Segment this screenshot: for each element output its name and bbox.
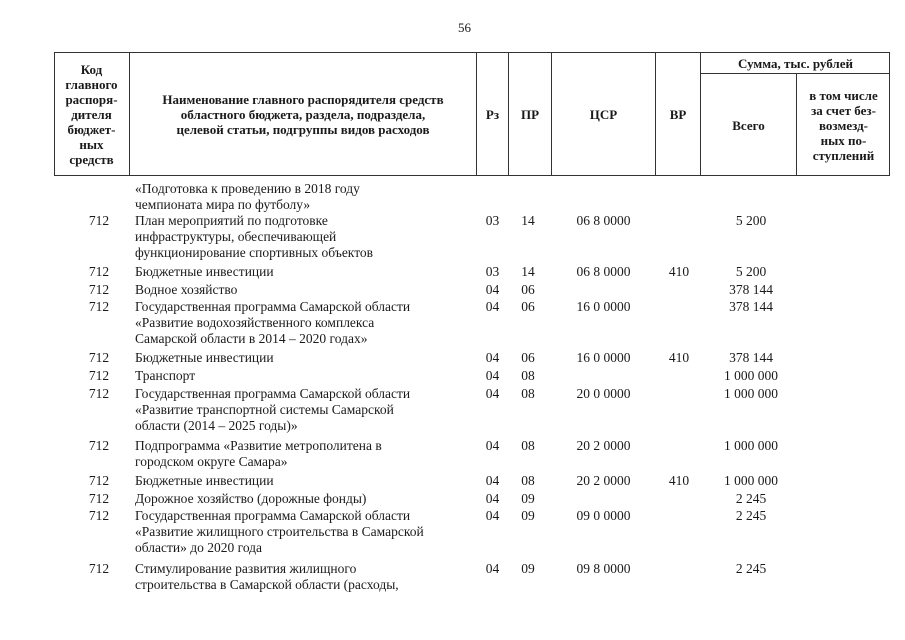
row-pr: 08 <box>521 473 535 488</box>
row-pr: 09 <box>521 508 535 523</box>
row-rz: 04 <box>485 473 500 488</box>
row-pr: 08 <box>521 438 535 453</box>
row-code: 712 <box>88 350 110 365</box>
row-pr: 09 <box>521 491 535 506</box>
row-pr: 09 <box>521 561 535 576</box>
header-pr: ПР <box>520 106 540 122</box>
header-csr: ЦСР <box>589 106 618 122</box>
row-csr: 09 8 0000 <box>576 561 631 576</box>
row-total: 1 000 000 <box>724 386 778 401</box>
row-name: Бюджетные инвестиции <box>135 350 274 365</box>
header-total: Всего <box>732 117 765 133</box>
row-pr: 14 <box>521 264 535 279</box>
row-vr: 410 <box>668 350 690 365</box>
row-name: Государственная программа Самарской области «Развитие транспортной системы Самарской области (2014 – 2025 годы)» <box>135 386 411 433</box>
row-total: 2 245 <box>735 508 767 523</box>
row-rz: 03 <box>485 213 500 228</box>
row-rz: 04 <box>485 561 500 576</box>
row-total: 5 200 <box>735 213 767 228</box>
row-name: Транспорт <box>135 368 196 383</box>
row-pr: 08 <box>521 368 535 383</box>
row-name: Подпрограмма «Развитие метрополитена в городском округе Самара» <box>135 438 382 469</box>
header-vr: ВР <box>669 106 687 122</box>
row-code: 712 <box>88 508 110 523</box>
row-rz: 04 <box>485 508 500 523</box>
row-total: 378 144 <box>729 299 773 314</box>
row-rz: 04 <box>485 386 500 401</box>
row-name: «Подготовка к проведению в 2018 году чемпионата мира по футболу» <box>135 181 360 212</box>
row-csr: 20 2 0000 <box>576 473 631 488</box>
row-rz: 04 <box>485 491 500 506</box>
row-total: 378 144 <box>729 282 773 297</box>
row-name: Дорожное хозяйство (дорожные фонды) <box>135 491 367 506</box>
row-total: 2 245 <box>735 491 767 506</box>
row-pr: 14 <box>521 213 535 228</box>
row-total: 5 200 <box>735 264 767 279</box>
row-code: 712 <box>88 473 110 488</box>
row-rz: 04 <box>485 368 500 383</box>
row-rz: 04 <box>485 299 500 314</box>
row-rz: 03 <box>485 264 500 279</box>
header-rz: Рз <box>485 106 500 122</box>
row-pr: 08 <box>521 386 535 401</box>
header-name: Наименование главного распорядителя средств областного бюджета, раздела, подраздела, целевой статьи, подгруппы видов расходов <box>162 91 444 137</box>
row-csr: 06 8 0000 <box>576 213 631 228</box>
row-code: 712 <box>88 368 110 383</box>
row-pr: 06 <box>521 350 535 365</box>
row-total: 1 000 000 <box>724 438 778 453</box>
row-csr: 20 0 0000 <box>576 386 631 401</box>
row-code: 712 <box>88 438 110 453</box>
row-csr: 16 0 0000 <box>576 350 631 365</box>
row-name: Бюджетные инвестиции <box>135 473 274 488</box>
row-code: 712 <box>88 299 110 314</box>
header-sum-group: Сумма, тыс. рублей <box>738 55 853 71</box>
row-name: Стимулирование развития жилищного строительства в Самарской области (расходы, <box>135 561 399 592</box>
row-name: Бюджетные инвестиции <box>135 264 274 279</box>
row-name: Государственная программа Самарской области «Развитие водохозяйственного комплекса Самарской области в 2014 – 2020 годах» <box>135 299 411 346</box>
header-code: Код главного распоря- дителя бюджет- ных средств <box>65 61 118 167</box>
row-code: 712 <box>88 561 110 576</box>
row-total: 1 000 000 <box>724 473 778 488</box>
row-csr: 06 8 0000 <box>576 264 631 279</box>
row-code: 712 <box>88 491 110 506</box>
row-pr: 06 <box>521 299 535 314</box>
row-name: Водное хозяйство <box>135 282 238 297</box>
row-name: План мероприятий по подготовке инфраструктуры, обеспечивающей функционирование спортивных объектов <box>135 213 374 260</box>
row-code: 712 <box>88 282 110 297</box>
row-csr: 16 0 0000 <box>576 299 631 314</box>
row-csr: 09 0 0000 <box>576 508 631 523</box>
row-csr: 20 2 0000 <box>576 438 631 453</box>
row-total: 2 245 <box>735 561 767 576</box>
row-code: 712 <box>88 386 110 401</box>
row-total: 1 000 000 <box>724 368 778 383</box>
row-rz: 04 <box>485 282 500 297</box>
row-vr: 410 <box>668 264 690 279</box>
row-rz: 04 <box>485 350 500 365</box>
row-total: 378 144 <box>729 350 773 365</box>
page-number: 56 <box>458 20 471 35</box>
row-name: Государственная программа Самарской области «Развитие жилищного строительства в Самарской области» до 2020 года <box>135 508 424 555</box>
row-code: 712 <box>88 213 110 228</box>
row-pr: 06 <box>521 282 535 297</box>
header-incl: в том числе за счет без- возмезд- ных по- ступлений <box>809 87 878 163</box>
row-code: 712 <box>88 264 110 279</box>
row-rz: 04 <box>485 438 500 453</box>
row-vr: 410 <box>668 473 690 488</box>
